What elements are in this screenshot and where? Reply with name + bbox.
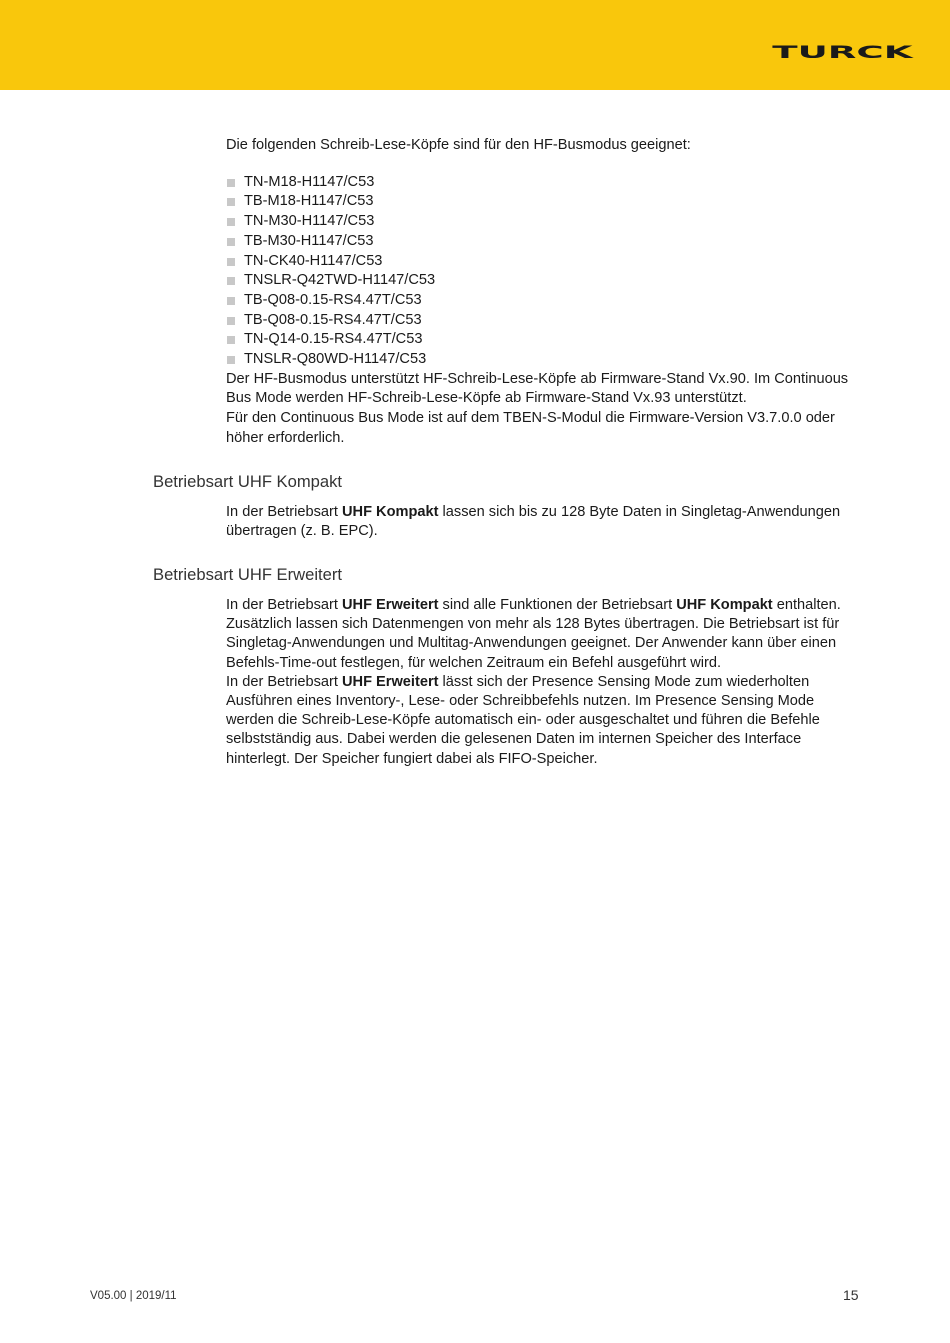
- section-title-uhf-erweitert: Betriebsart UHF Erweitert: [153, 565, 343, 584]
- page-number: 15: [843, 1287, 859, 1303]
- uhf-erweitert-paragraph-2: In der Betriebsart UHF Erweitert lässt sich der Presence Sensing Mode zum wiederholten Ausführen eines Inventory-, Lese- oder Schreibbefehls nutzen. Im Presence Sensing Mode werden die Schreib-Lese-Köpfe automatisch ein- oder ausgeschaltet und führen die Befehle selbstständig aus. Dabei werden die gelesenen Daten im internen Speicher des Interface hinterlegt. Der Speicher fungiert dabei als FIFO-Speicher.: [226, 673, 820, 767]
- hf-note-firmware: Der HF-Busmodus unterstützt HF-Schreib-Lese-Köpfe ab Firmware-Stand Vx.90. Im Continuous Bus Mode werden HF-Schreib-Lese-Köpfe ab Firmware-Stand Vx.93 unterstützt.: [226, 370, 849, 407]
- list-item: TN-Q14-0.15-RS4.47T/C53: [226, 330, 866, 350]
- uhf-kompakt-body: [226, 503, 866, 541]
- uhf-kompakt-paragraph: In der Betriebsart UHF Kompakt lassen sich bis zu 128 Byte Daten in Singletag-Anwendungen übertragen (z. B. EPC).: [226, 504, 841, 540]
- hf-head-list: [226, 173, 866, 370]
- list-item: TN-CK40-H1147/C53: [226, 252, 866, 272]
- list-item: TB-M30-H1147/C53: [226, 232, 866, 252]
- turck-logo: TURCK: [772, 41, 913, 63]
- list-item: TN-M18-H1147/C53: [226, 173, 866, 193]
- square-bullet-icon: [227, 336, 235, 344]
- square-bullet-icon: [227, 258, 235, 266]
- list-item: TB-Q08-0.15-RS4.47T/C53: [226, 291, 866, 311]
- square-bullet-icon: [227, 297, 235, 305]
- list-item: TNSLR-Q42TWD-H1147/C53: [226, 271, 866, 291]
- hf-intro: Die folgenden Schreib-Lese-Köpfe sind für den HF-Busmodus geeignet:: [226, 137, 691, 153]
- list-item: TB-Q08-0.15-RS4.47T/C53: [226, 311, 866, 331]
- square-bullet-icon: [227, 356, 235, 364]
- list-item: TN-M30-H1147/C53: [226, 212, 866, 232]
- uhf-erweitert-body: [226, 596, 866, 769]
- uhf-erweitert-paragraph-1: In der Betriebsart UHF Erweitert sind alle Funktionen der Betriebsart UHF Kompakt enthalten. Zusätzlich lassen sich Datenmengen von mehr als 128 Bytes übertragen. Die Betriebsart ist für Singletag-Anwendungen und Multitag-Anwendungen geeignet. Der Anwender kann über einen Befehls-Time-out festlegen, für welchen Zeitraum ein Befehl ausgeführt wird.: [226, 597, 841, 671]
- square-bullet-icon: [227, 179, 235, 187]
- square-bullet-icon: [227, 317, 235, 325]
- footer-version: V05.00 | 2019/11: [90, 1290, 177, 1302]
- square-bullet-icon: [227, 218, 235, 226]
- square-bullet-icon: [227, 238, 235, 246]
- list-item: TNSLR-Q80WD-H1147/C53: [226, 350, 866, 370]
- section-title-uhf-kompakt: Betriebsart UHF Kompakt: [153, 472, 343, 491]
- hf-section: [226, 136, 866, 449]
- square-bullet-icon: [227, 198, 235, 206]
- list-item: TB-M18-H1147/C53: [226, 192, 866, 212]
- hf-note-continuous: Für den Continuous Bus Mode ist auf dem TBEN-S-Modul die Firmware-Version V3.7.0.0 oder höher erforderlich.: [226, 410, 835, 446]
- header-bar: [0, 0, 950, 90]
- square-bullet-icon: [227, 277, 235, 285]
